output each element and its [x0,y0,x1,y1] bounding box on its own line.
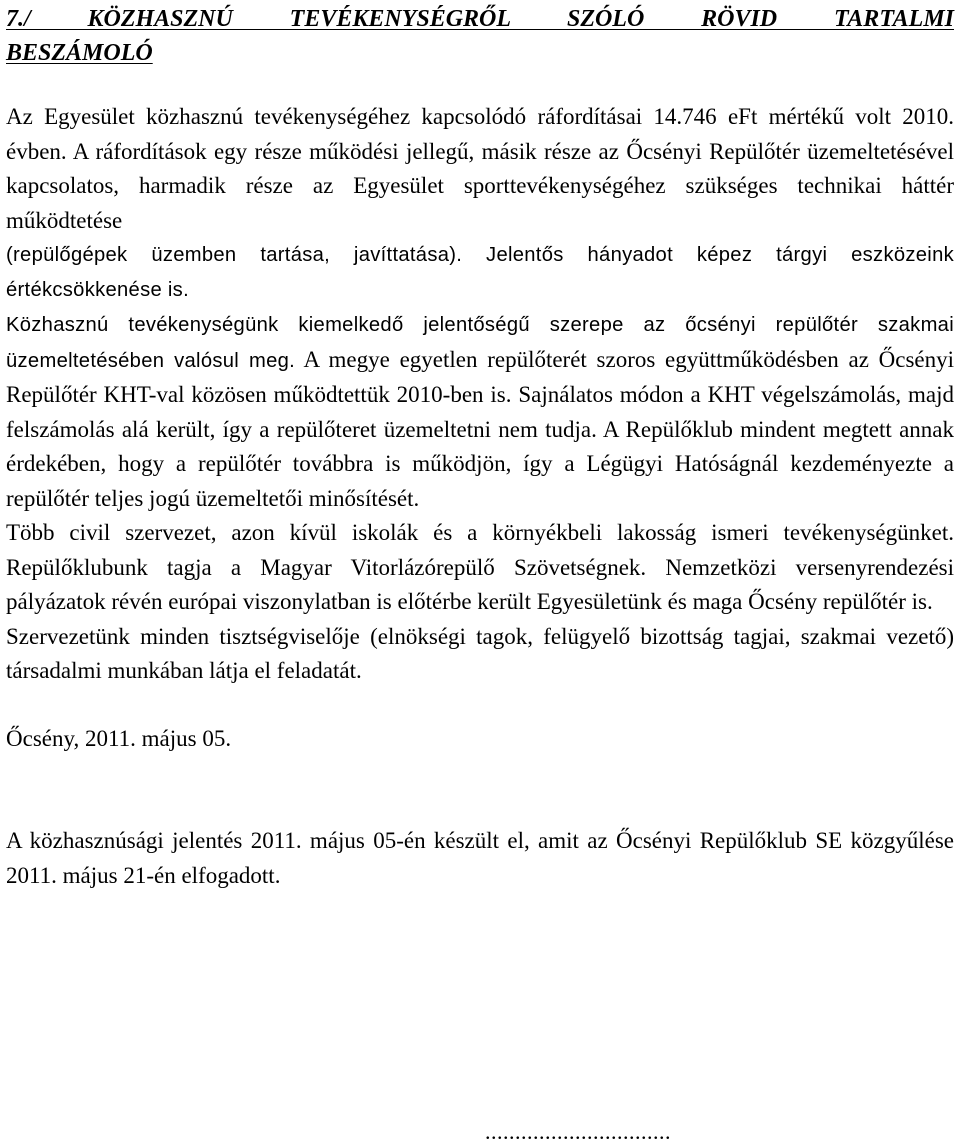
signature-line: ............................... [485,1119,671,1144]
paragraph-officials: Szervezetünk minden tisztségviselője (elnökségi tagok, felügyelő bizottság tagjai, szakmai vezető) társadalmi munkában látja el feladatát. [6,623,954,683]
paragraph-expenses-sentence1: Az Egyesület közhasznú tevékenységéhez kapcsolódó ráfordításai 14.746 eFt mértékű volt 2010. évben. [6,104,954,164]
paragraph-airfield [6,307,954,516]
place-date: Őcsény, 2011. május 05. [6,725,232,751]
section-title-line1: 7./ KÖZHASZNÚ TEVÉKENYSÉGRŐL SZÓLÓ RÖVID TARTALMI [6,6,954,32]
paragraph-airfield-lead: Közhasznú tevékenységünk kiemelkedő jelentőségű szerepe az őcsényi repülőtér szakmai üzemeltetésében valósul meg. [6,314,954,372]
paragraph-expenses [6,100,954,238]
paragraph-expenses-maintenance: (repülőgépek üzemben tartása, javíttatása). Jelentős hányadot képez tárgyi eszközeink értékcsökkenése is. [6,244,954,301]
document-page [6,0,954,893]
paragraph-expenses-rest: A ráfordítások egy része működési jellegű, másik része az Őcsényi Repülőtér üzemeltetésével kapcsolatos, harmadik része az Egyesület sporttevékenységéhez szükséges technikai háttér működtetése [6,138,954,233]
section-title-line2: BESZÁMOLÓ [6,40,153,66]
report-approval: A közhasznúsági jelentés 2011. május 05-én készült el, amit az Őcsényi Repülőklub SE közgyűlése 2011. május 21-én elfogadott. [6,828,954,888]
paragraph-recognition: Több civil szervezet, azon kívül iskolák és a környékbeli lakosság ismeri tevékenységünket. Repülőklubunk tagja a Magyar Vitorlázórepülő Szövetségnek. Nemzetközi versenyrendezési pályázatok révén európai viszonylatban is előtérbe került Egyesületünk és maga Őcsény repülőtér is. [6,520,954,614]
paragraph-airfield-rest: A megye egyetlen repülőterét szoros együttműködésben az Őcsényi Repülőtér KHT-val közösen működtettük 2010-ben is. Sajnálatos módon a KHT végelszámolás, majd felszámolás alá került, így a repülőteret üzemeltetni nem tudja. A Repülőklub mindent megtett annak érdekében, hogy a repülőtér továbbra is működjön, így a Légügyi Hatóságnál kezdeményezte a repülőtér teljes jogú üzemeltetői minősítését. [6,346,954,511]
section-title [6,2,954,70]
